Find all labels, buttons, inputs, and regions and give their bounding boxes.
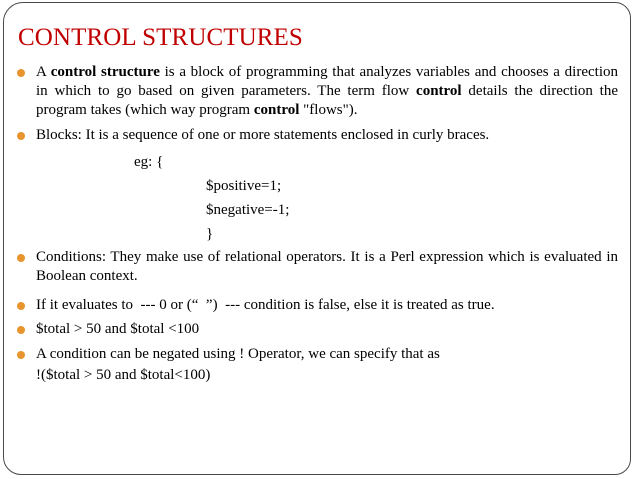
- bullet-conditions: [16, 248, 618, 286]
- bullet-bold-control-2: control: [253, 102, 300, 118]
- bullet-icon: [17, 302, 25, 310]
- bullet-control-structure: [16, 63, 618, 120]
- bullet-bold-term: control structure: [50, 64, 160, 80]
- bullet-text: $total > 50 and $total <100: [36, 321, 200, 337]
- bullet-text-post: details the direction the program takes (which way program: [36, 83, 618, 118]
- bullet-negation: [16, 345, 618, 364]
- bullet-icon: [17, 69, 25, 77]
- bullet-icon: [17, 132, 25, 140]
- bullet-icon: [17, 254, 25, 262]
- code-line-positive: $positive=1;: [206, 178, 282, 194]
- bullet-bold-control: control: [416, 83, 462, 99]
- bullet-text: If it evaluates to --- 0 or (“ ”) --- condition is false, else it is treated as true.: [36, 297, 495, 313]
- bullet-text: Blocks: It is a sequence of one or more statements enclosed in curly braces.: [36, 127, 490, 143]
- bullet-text-pre: A: [36, 64, 51, 80]
- bullet-text: A condition can be negated using ! Operator, we can specify that as: [36, 346, 440, 362]
- code-eg-line: eg: {: [134, 154, 164, 170]
- bullet-icon: [17, 351, 25, 359]
- bullet-text-mid: is a block of programming that analyzes variables and chooses a direction in which to go based on given parameters. The term flow: [36, 64, 618, 99]
- bullet-blocks: [16, 126, 618, 145]
- slide-title: CONTROL STRUCTURES: [18, 24, 303, 51]
- bullet-icon: [17, 326, 25, 334]
- code-line-negative: $negative=-1;: [206, 202, 290, 218]
- bullet-total-range: [16, 320, 618, 339]
- bullet-evaluates: [16, 296, 618, 315]
- bullet-text-end: "flows").: [299, 102, 358, 118]
- bullet-text: Conditions: They make use of relational operators. It is a Perl expression which is evaluated in Boolean context.: [36, 249, 618, 284]
- negation-example: !($total > 50 and $total<100): [36, 367, 211, 383]
- code-close-brace: }: [206, 226, 214, 242]
